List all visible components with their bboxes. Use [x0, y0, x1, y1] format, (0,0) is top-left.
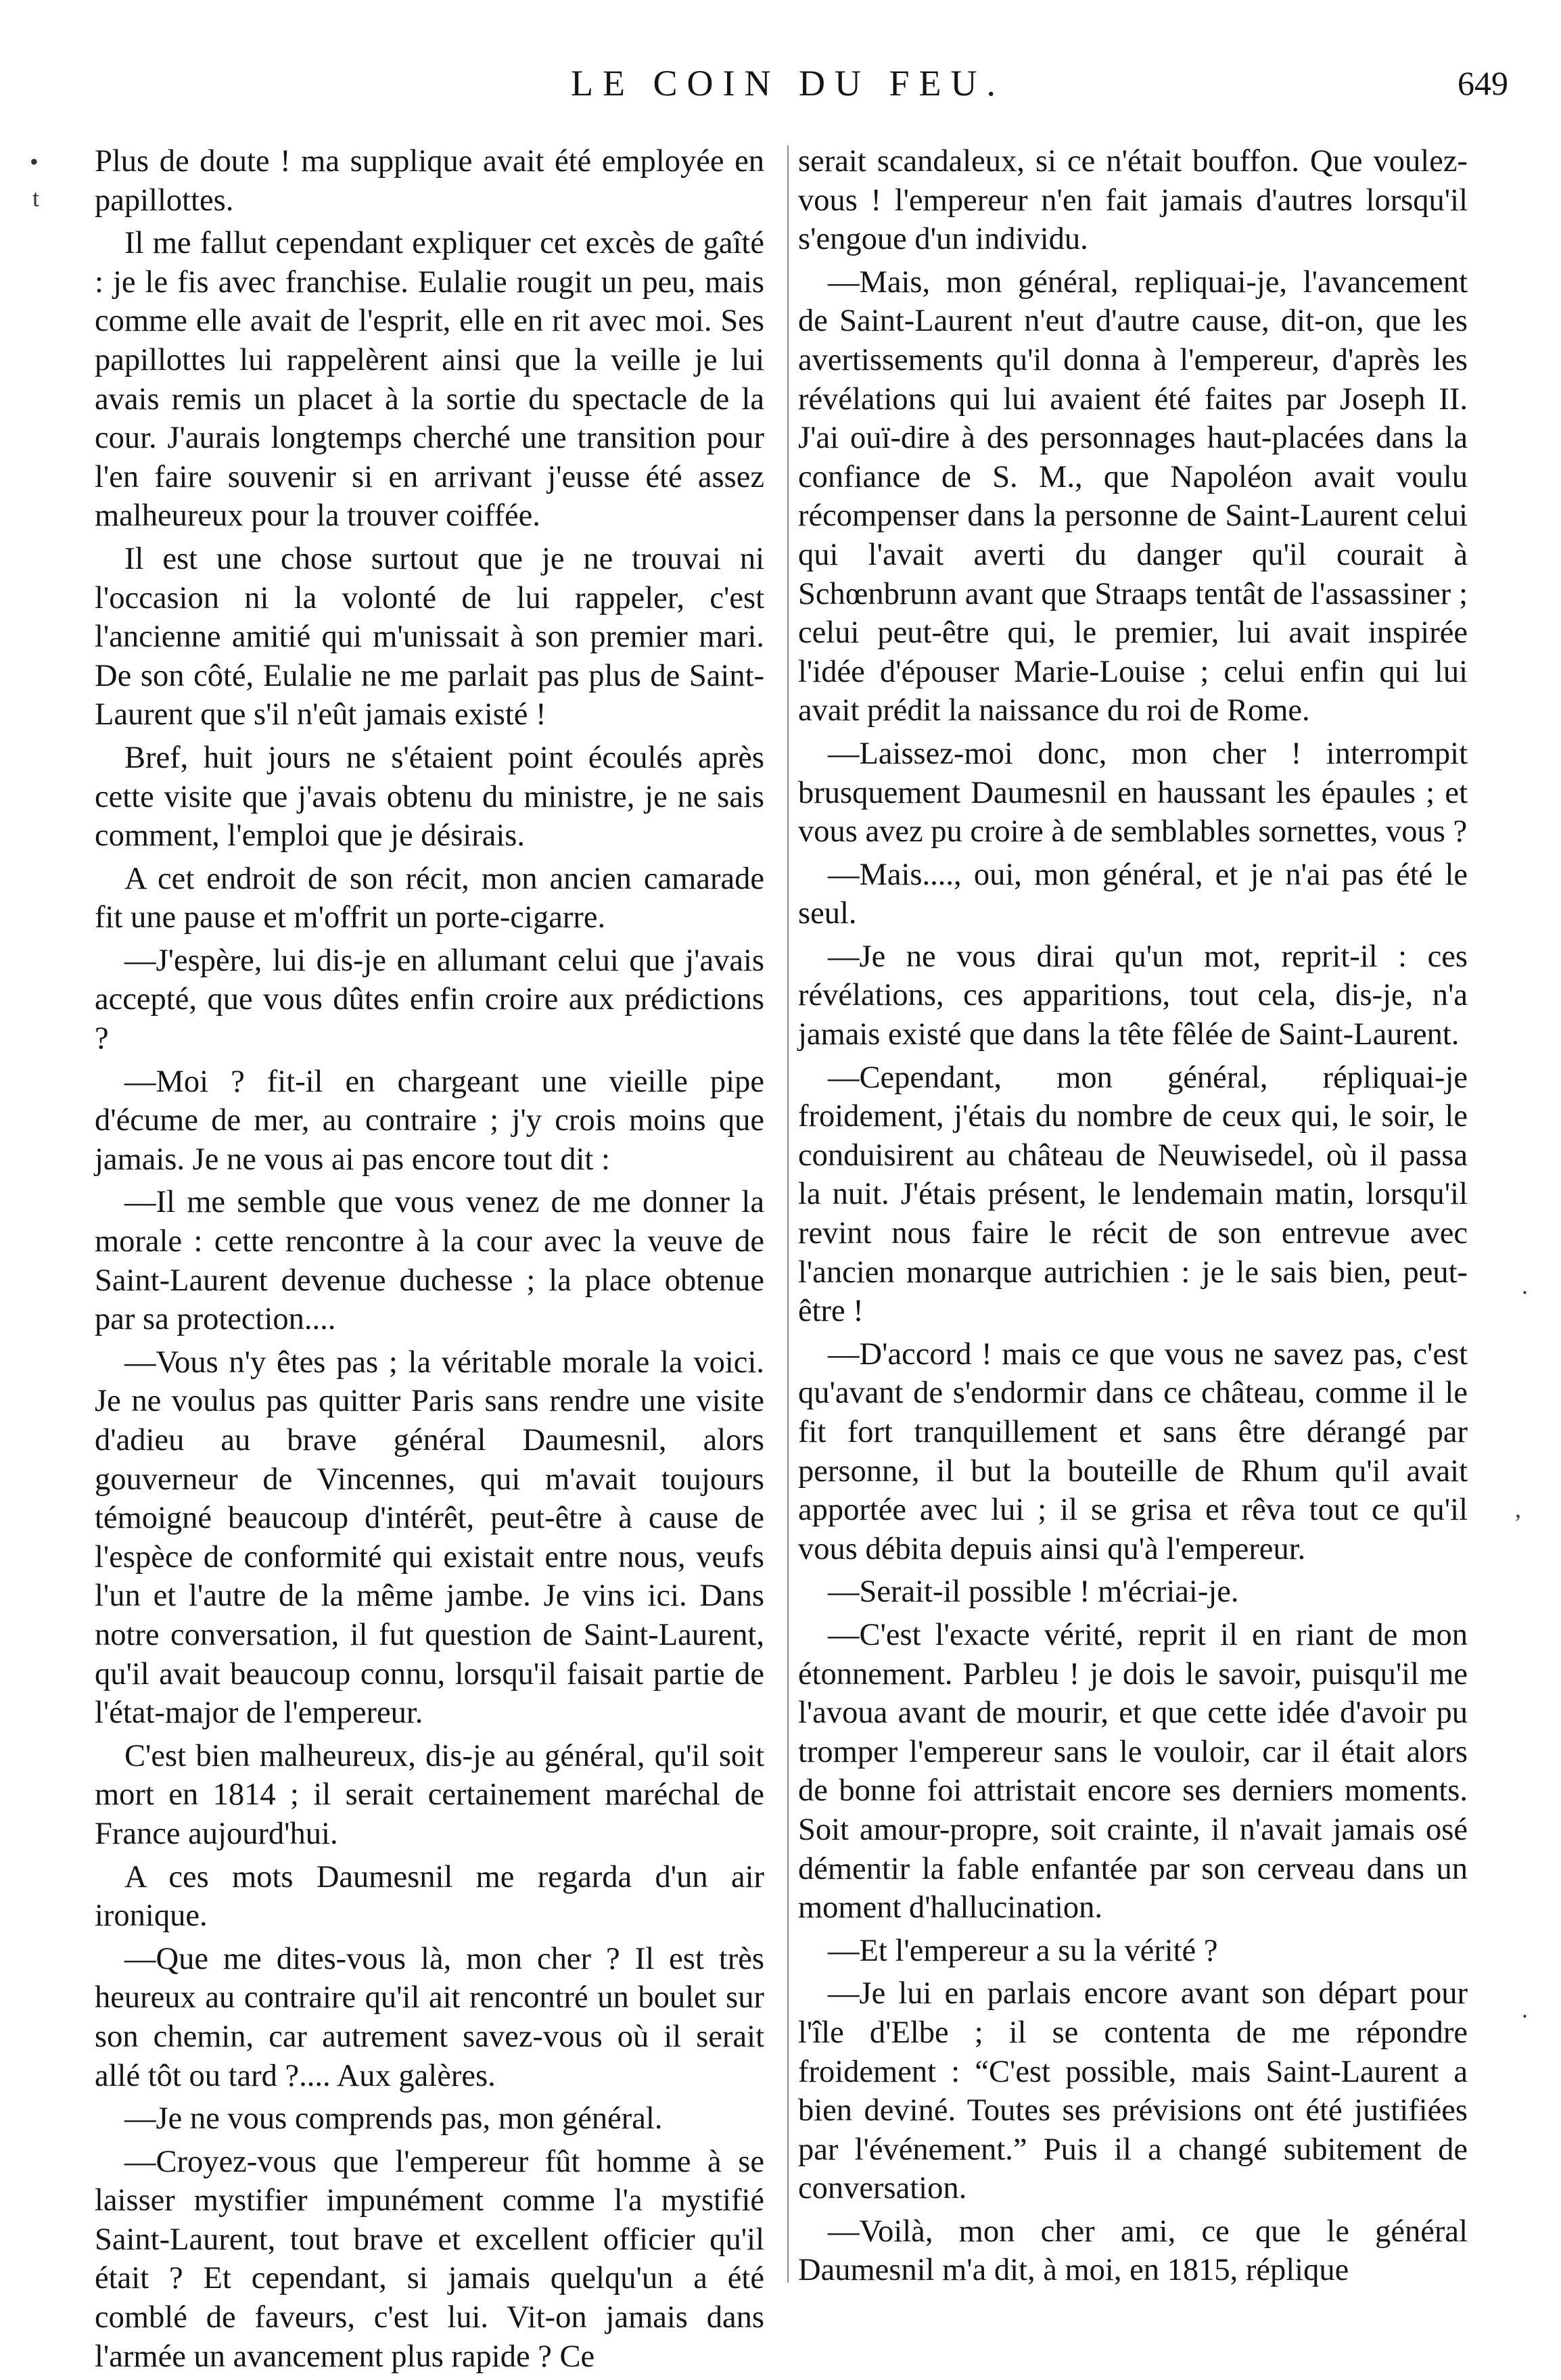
paragraph: —Vous n'y êtes pas ; la véritable morale la voici. Je ne voulus pas quitter Paris sans rendre une visite d'adieu au brave général Daumesnil, alors gouverneur de Vincennes, qui m'avait toujours témoigné beaucoup d'intérêt, peut-être à cause de l'espèce de conformité qui existait entre nous, veufs l'un et l'autre de la même jambe. Je vins ici. Dans notre conversation, il fut question de Saint-Laurent, qu'il avait beaucoup connu, lorsqu'il faisait partie de l'état-major de l'empereur. — [95, 1345, 764, 1731]
paragraph: C'est bien malheureux, dis-je au général, qu'il soit mort en 1814 ; il serait certainement maréchal de France aujourd'hui. — [95, 1738, 764, 1851]
paragraph: —Que me dites-vous là, mon cher ? Il est très heureux au contraire qu'il ait rencontré un boulet sur son chemin, car autrement savez-vous où il serait allé tôt ou tard ?.... Aux galères. — [95, 1941, 764, 2093]
column-divider — [787, 145, 789, 2283]
paragraph: —Cependant, mon général, répliquai-je froidement, j'étais du nombre de ceux qui, le soir, le conduisirent au château de Neuwisedel, où il passa la nuit. J'étais présent, le lendemain matin, lorsqu'il revint nous faire le récit de son entrevue avec l'ancien monarque autrichien : je le sais bien, peut-être ! — [798, 1060, 1468, 1329]
paragraph: A ces mots Daumesnil me regarda d'un air ironique. — [95, 1859, 764, 1934]
page-number: 649 — [1458, 64, 1508, 102]
paragraph: Bref, huit jours ne s'étaient point écoulés après cette visite que j'avais obtenu du ministre, je ne sais comment, l'emploi que je désirais. — [95, 740, 764, 854]
paragraph: —J'espère, lui dis-je en allumant celui que j'avais accepté, que vous dûtes enfin croire aux prédictions ? — [95, 943, 764, 1056]
paragraph: —Croyez-vous que l'empereur fût homme à se laisser mystifier impunément comme l'a mystifié Saint-Laurent, tout brave et excellent officier qu'il était ? Et cependant, si jamais quelqu'un a été comblé de faveurs, c'est lui. Vit-on jamais dans l'armée un avancement plus rapide ? Ce — [95, 2144, 764, 2374]
left-column — [95, 142, 764, 2380]
paragraph: —Mais...., oui, mon général, et je n'ai pas été le seul. — [798, 857, 1468, 931]
margin-mark: . — [1522, 1996, 1528, 2023]
paragraph: —Il me semble que vous venez de me donner la morale : cette rencontre à la cour avec la veuve de Saint-Laurent devenue duchesse ; la place obtenue par sa protection.... — [95, 1185, 764, 1337]
paragraph: Plus de doute ! ma supplique avait été employée en papillottes. — [95, 144, 764, 218]
paragraph: —D'accord ! mais ce que vous ne savez pas, c'est qu'avant de s'endormir dans ce château, comme il le fit fort tranquillement et sans être dérangé par personne, il but la bouteille de Rhum qu'il avait apportée avec lui ; il se grisa et rêva tout ce qu'il vous débita depuis ainsi qu'à l'empereur. — [798, 1336, 1468, 1566]
margin-mark: • — [30, 148, 39, 175]
paragraph: —Voilà, mon cher ami, ce que le général Daumesnil m'a dit, à moi, en 1815, réplique — [798, 2214, 1468, 2288]
paragraph: —Je ne vous comprends pas, mon général. — [124, 2101, 663, 2137]
page-header — [68, 62, 1508, 123]
running-title: LE COIN DU FEU. — [571, 63, 1005, 103]
paragraph: —Et l'empereur a su la vérité ? — [828, 1933, 1218, 1968]
paragraph: serait scandaleux, si ce n'était bouffon. Que voulez-vous ! l'empereur n'en fait jamais d'autres lorsqu'il s'engoue d'un individu. — [798, 144, 1468, 257]
paragraph: —Serait-il possible ! m'écriai-je. — [828, 1574, 1239, 1610]
paragraph: —C'est l'exacte vérité, reprit il en riant de mon étonnement. Parbleu ! je dois le savoir, puisqu'il me l'avoua avant de mourir, et que cette idée d'avoir pu tromper l'empereur sans le vouloir, car il était alors de bonne foi attristait encore ses derniers moments. Soit amour-propre, soit crainte, il n'avait jamais osé démentir la fable enfantée par son cerveau dans un moment d'hallucination. — [798, 1617, 1468, 1926]
right-column — [798, 142, 1468, 2294]
paragraph: —Je lui en parlais encore avant son départ pour l'île d'Elbe ; il se contenta de me répondre froidement : “C'est possible, mais Saint-Laurent a bien deviné. Toutes ses prévisions ont été justifiées par l'événement.” Puis il a changé subitement de conversation. — [798, 1976, 1468, 2206]
paragraph: —Je ne vous dirai qu'un mot, reprit-il : ces révélations, ces apparitions, tout cela, dis-je, n'a jamais existé que dans la tête fêlée de Saint-Laurent. — [798, 939, 1468, 1052]
paragraph: —Mais, mon général, repliquai-je, l'avancement de Saint-Laurent n'eut d'autre cause, dit-on, que les avertissements qu'il donna à l'empereur, d'après les révélations qui lui avaient été faites par Joseph II. J'ai ouï-dire à des personnages haut-placées dans la confiance de S. M., que Napoléon avait voulu récompenser dans la personne de Saint-Laurent celui qui l'avait averti du danger qu'il courait à Schœnbrunn avant que Straaps tentât de l'assassiner ; celui peut-être qui, le premier, lui avait inspirée l'idée d'épouser Marie-Louise ; celui enfin qui lui avait prédit la naissance du roi de Rome. — [798, 264, 1468, 728]
paragraph: A cet endroit de son récit, mon ancien camarade fit une pause et m'offrit un porte-cigarre. — [95, 861, 764, 935]
margin-mark: , — [1515, 1495, 1521, 1522]
paragraph: Il me fallut cependant expliquer cet excès de gaîté : je le fis avec franchise. Eulalie rougit un peu, mais comme elle avait de l'esprit, elle en rit avec moi. Ses papillottes lui rappelèrent ainsi que la veille je lui avais remis un placet à la sortie du spectacle de la cour. J'aurais longtemps cherché une transition pour l'en faire souvenir si en arrivant j'eusse été assez malheureux pour la trouver coiffée. — [95, 226, 764, 534]
margin-mark: t — [32, 185, 40, 212]
paragraph: Il est une chose surtout que je ne trouvai ni l'occasion ni la volonté de lui rappeler, c'est l'ancienne amitié qui m'unissait à son premier mari. De son côté, Eulalie ne me parlait pas plus de Saint-Laurent que s'il n'eût jamais existé ! — [95, 541, 764, 732]
margin-mark: . — [1522, 1272, 1528, 1299]
paragraph: —Moi ? fit-il en chargeant une vieille pipe d'écume de mer, au contraire ; j'y crois moins que jamais. Je ne vous ai pas encore tout dit : — [95, 1064, 764, 1177]
paragraph: —Laissez-moi donc, mon cher ! interrompit brusquement Daumesnil en haussant les épaules ; et vous avez pu croire à de semblables sornettes, vous ? — [798, 736, 1468, 849]
